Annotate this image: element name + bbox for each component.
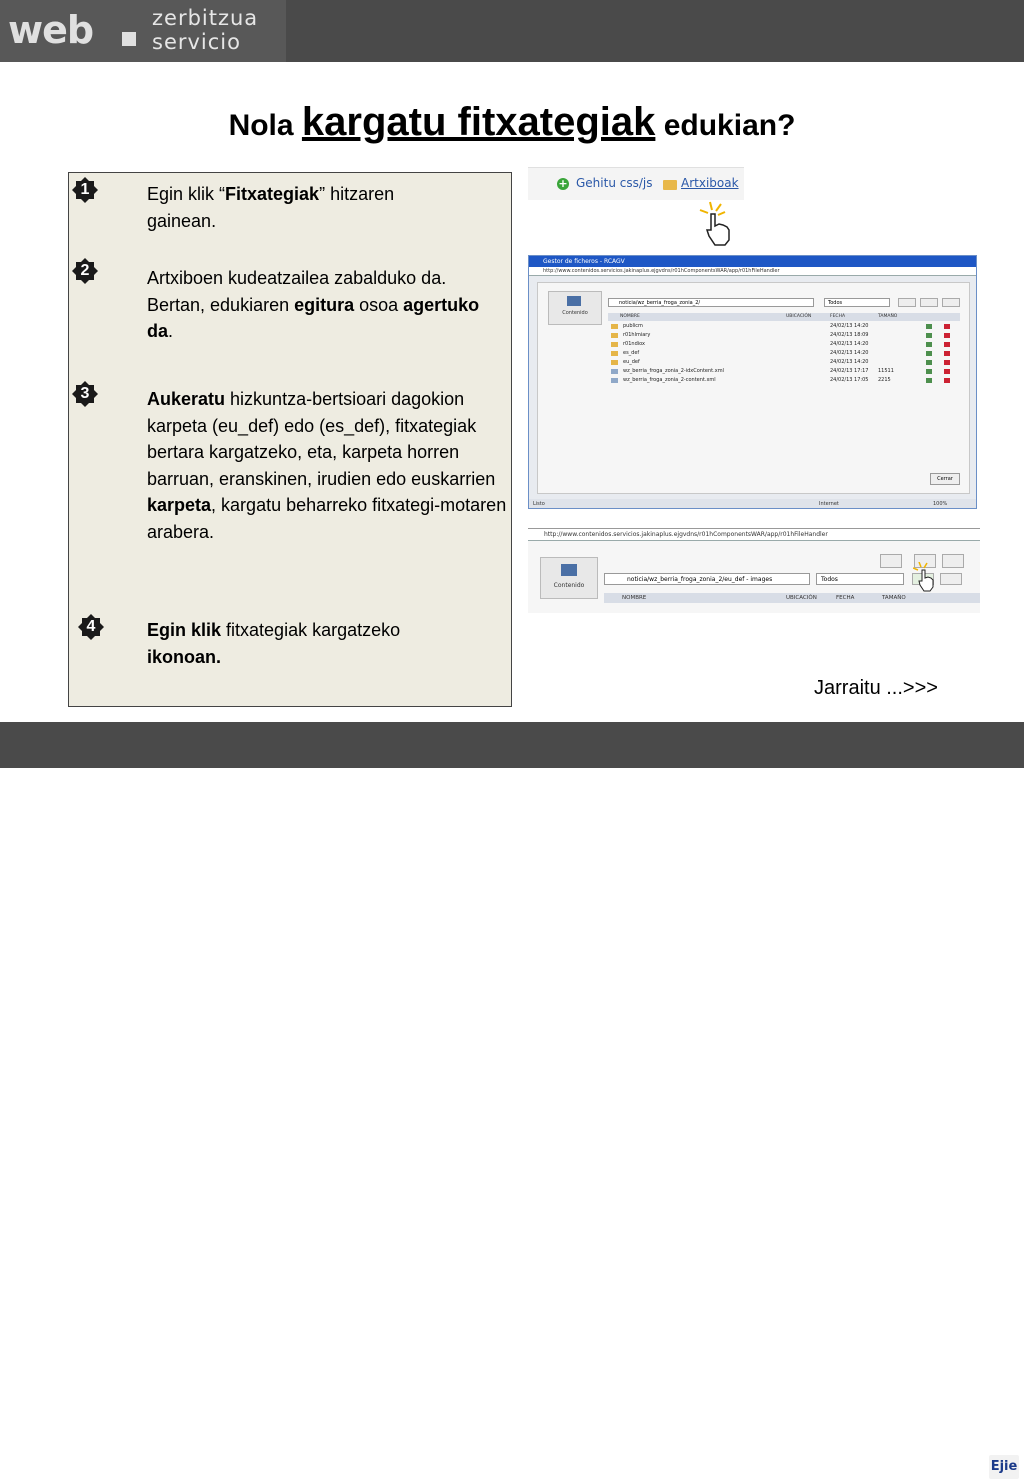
toolbar-button-3[interactable] [942, 298, 960, 307]
upload-icon[interactable] [926, 351, 932, 356]
logo-dot [122, 32, 136, 46]
hand-cursor-icon [913, 562, 939, 596]
delete-icon[interactable] [944, 360, 950, 365]
folder-icon [611, 333, 618, 338]
delete-icon[interactable] [944, 333, 950, 338]
upload-icon[interactable] [926, 342, 932, 347]
content-panel-label: Contenido [562, 310, 588, 316]
upload-icon[interactable] [926, 369, 932, 374]
toolbar-button-2[interactable] [920, 298, 938, 307]
step-2-number: 2 [80, 262, 90, 279]
step-1-number: 1 [80, 181, 90, 198]
step-4-badge [78, 614, 104, 640]
upload-icon[interactable] [926, 360, 932, 365]
table-row[interactable]: es_def 24/02/13 14:20 [608, 349, 960, 358]
archives-link[interactable]: Artxiboak [681, 176, 739, 190]
continue-link[interactable]: Jarraitu ...>>> [814, 677, 938, 699]
book-icon [567, 296, 581, 306]
step-3-number: 3 [80, 385, 90, 402]
step-2-badge [72, 258, 98, 284]
table-row[interactable]: eu_def 24/02/13 14:20 [608, 358, 960, 367]
step-1-badge [72, 177, 98, 203]
delete-icon[interactable] [944, 369, 950, 374]
step-4-number: 4 [86, 618, 96, 635]
url-bar[interactable]: http://www.contenidos.servicios.jakinaplus.ejgvdns/r01hComponentsWAR/app/r01hFileHandler [529, 267, 976, 276]
ejie-logo: Ejie [989, 1455, 1019, 1479]
window-title: Gestor de ficheros - RCAGV [529, 256, 976, 267]
table-row[interactable]: wz_berria_froga_zonia_2-idxContent.xml 24/02/13 17:17 11511 [608, 367, 960, 376]
file-icon [611, 369, 618, 374]
table-row[interactable]: r01hlmiary 24/02/13 18:09 [608, 331, 960, 340]
folder-icon [611, 324, 618, 329]
upload-icon[interactable] [926, 378, 932, 383]
table-row[interactable]: r01ndiox 24/02/13 14:20 [608, 340, 960, 349]
logo [0, 0, 286, 62]
zoom-level[interactable]: 100% [933, 501, 948, 507]
toolbar-button-3[interactable] [942, 554, 964, 568]
delete-icon[interactable] [944, 351, 950, 356]
book-icon [561, 564, 577, 576]
hand-cursor-icon [697, 200, 737, 250]
path-field[interactable]: noticia/wz_berria_froga_zonia_2/eu_def - images [604, 573, 810, 585]
close-button[interactable]: Cerrar [930, 473, 960, 485]
header-bar [0, 0, 1024, 62]
title-emphasis: kargatu fitxategiak [301, 100, 656, 144]
step-4-text: Egin klik fitxategiak kargatzeko ikonoan. [147, 620, 401, 667]
status-left: Listo [533, 501, 545, 507]
content-panel[interactable] [548, 291, 602, 325]
step-3-text: Aukeratu hizkuntza-bertsioari dagokion karpeta (eu_def) edo (es_def), fitxategiak bertara kargatzeko, eta, karpeta horren barruan, eranskinen, irudien edo euskarrien karpeta, kargatu beharreko fitxategi-motaren arabera. [147, 389, 507, 542]
file-manager-window [528, 255, 977, 509]
status-bar [529, 499, 976, 509]
toolbar-screenshot [528, 167, 744, 200]
logo-web: web [8, 8, 94, 52]
plus-icon: + [558, 177, 568, 190]
logo-line2: servicio [152, 30, 241, 54]
step-3-badge [72, 381, 98, 407]
add-css-js-link[interactable]: Gehitu css/js [576, 176, 653, 190]
title-part2: edukian? [655, 109, 796, 142]
toolbar-button-1[interactable] [898, 298, 916, 307]
file-table-header: NOMBRE UBICACIÓN FECHA TAMAÑO [608, 313, 960, 321]
path-field[interactable]: noticia/wz_berria_froga_zonia_2/ [608, 298, 814, 307]
status-zone: Internet [819, 501, 839, 507]
file-manager-body [537, 282, 970, 494]
content-panel-label: Contenido [553, 582, 585, 589]
folder-icon [611, 351, 618, 356]
table-row[interactable]: publicm 24/02/13 14:20 [608, 322, 960, 331]
folder-icon [663, 180, 677, 190]
filter-select[interactable]: Todos [816, 573, 904, 585]
content-panel[interactable] [540, 557, 598, 599]
file-icon [611, 378, 618, 383]
folder-icon [611, 360, 618, 365]
logo-line1: zerbitzua [152, 6, 259, 30]
filter-select[interactable]: Todos [824, 298, 890, 307]
delete-icon[interactable] [944, 378, 950, 383]
table-row[interactable]: wz_berria_froga_zonia_2-content.xml 24/02/13 17:05 2215 [608, 376, 960, 385]
file-table-header: NOMBRE UBICACIÓN FECHA TAMAÑO [604, 593, 980, 603]
delete-icon[interactable] [944, 324, 950, 329]
url-bar[interactable]: http://www.contenidos.servicios.jakinaplus.ejgvdns/r01hComponentsWAR/app/r01hFileHandler [528, 529, 980, 541]
step-1-text: Egin klik “Fitxategiak” hitzaren gainean. [147, 184, 395, 231]
toolbar-button-4[interactable] [940, 573, 962, 585]
upload-icon[interactable] [926, 324, 932, 329]
delete-icon[interactable] [944, 342, 950, 347]
toolbar-button-1[interactable] [880, 554, 902, 568]
folder-icon [611, 342, 618, 347]
title-part1: Nola [228, 109, 302, 142]
upload-icon[interactable] [926, 333, 932, 338]
page-title [0, 100, 1024, 145]
step-2-text: Artxiboen kudeatzailea zabalduko da. Bertan, edukiaren egitura osoa agertuko da. [147, 268, 480, 341]
footer-bar [0, 722, 1024, 1474]
